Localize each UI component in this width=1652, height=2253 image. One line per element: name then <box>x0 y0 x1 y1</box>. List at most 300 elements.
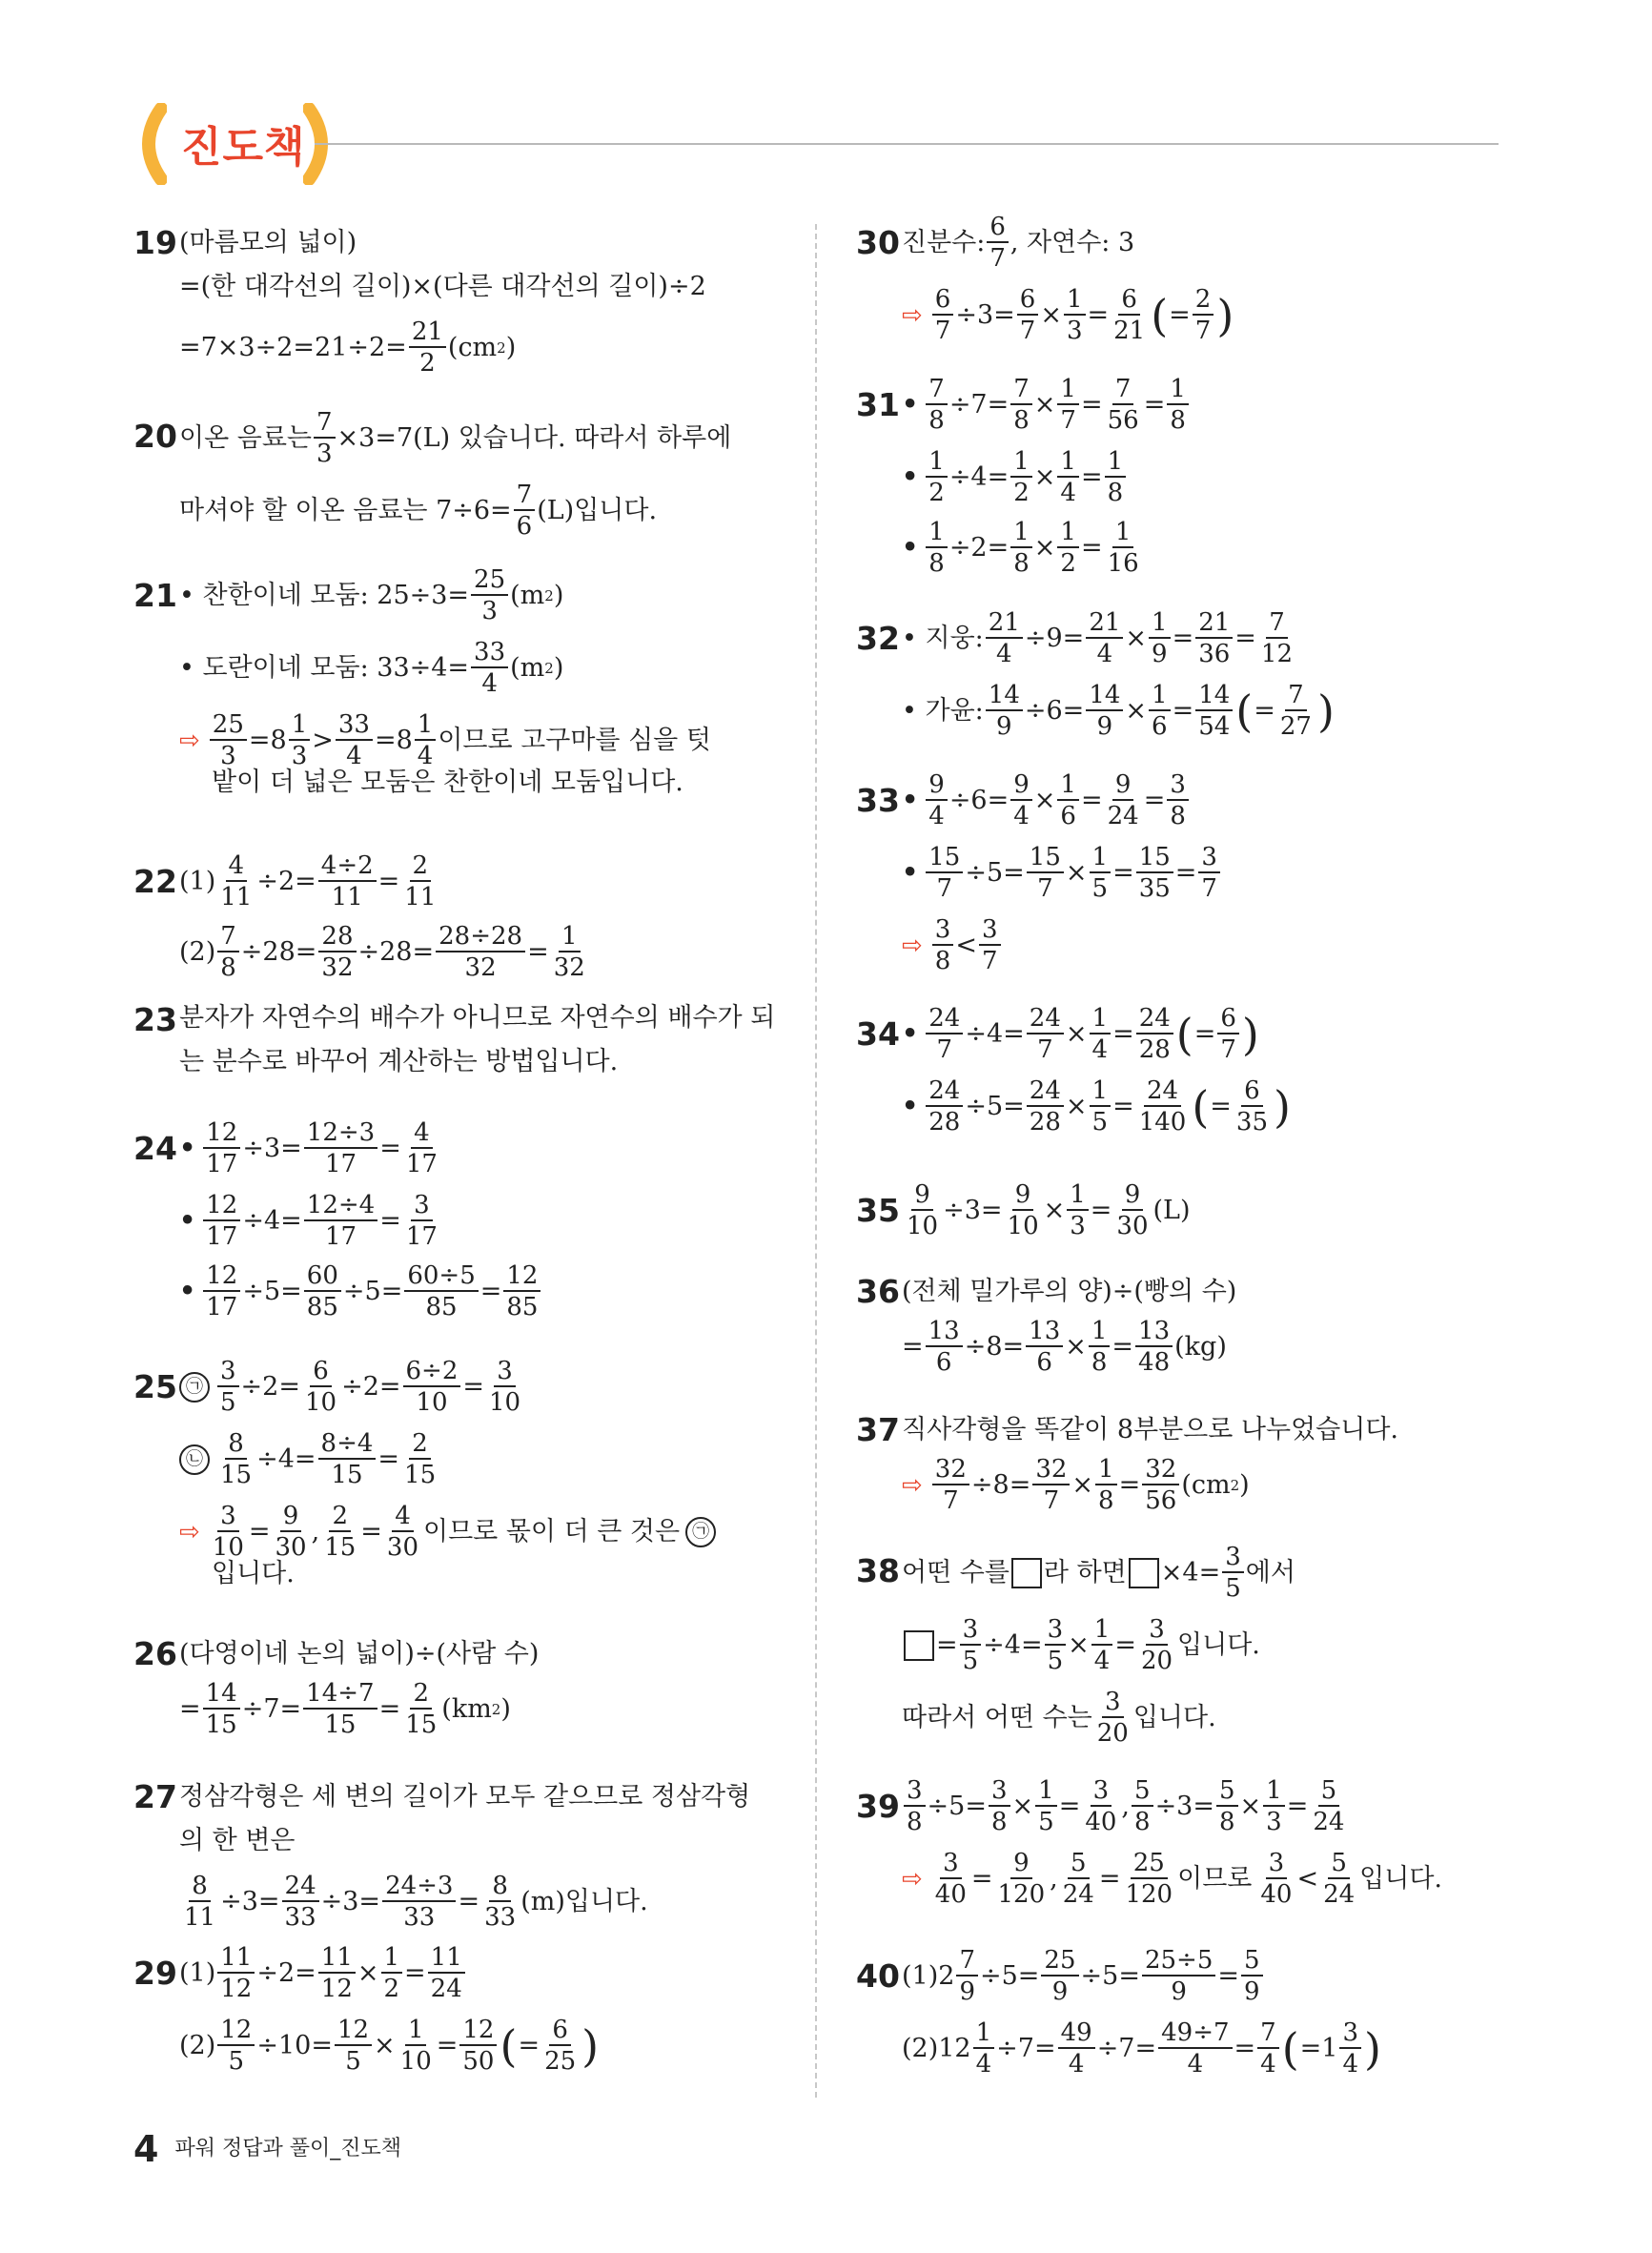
fraction: 6 7 <box>987 215 1009 271</box>
operator: , <box>1121 1791 1131 1821</box>
numerator: 9 <box>1122 1182 1144 1211</box>
numerator: 3 <box>989 1778 1010 1807</box>
page-number: 4 <box>133 2128 159 2170</box>
numerator: 3 <box>494 1359 516 1387</box>
fraction <box>1086 610 1123 666</box>
denominator: 120 <box>997 1880 1046 1909</box>
numerator: 13 <box>1135 1319 1173 1347</box>
numerator: 21 <box>1086 610 1123 639</box>
paren-close: ) <box>1241 1008 1259 1060</box>
numerator: 6 <box>549 2017 571 2046</box>
denominator: 20 <box>1140 1647 1173 1675</box>
denominator: 12 <box>220 1975 253 2003</box>
operator: = <box>1112 1331 1134 1362</box>
denominator: 25 <box>544 2047 577 2076</box>
operator: ÷3= <box>220 1886 280 1916</box>
numerator: 6 <box>1118 287 1140 316</box>
denominator: 28 <box>1138 1035 1171 1064</box>
superscript: 2 <box>491 1700 501 1718</box>
fraction <box>960 1617 982 1673</box>
problem-number: 24 <box>133 1130 177 1167</box>
fraction: 1 3 <box>289 712 311 768</box>
text: 따라서 어떤 수는 <box>902 1702 1092 1732</box>
numerator: 7 <box>1285 683 1307 711</box>
fraction <box>217 1945 255 2001</box>
operator: × <box>1033 461 1056 492</box>
arrow-icon: ⇨ <box>902 300 923 330</box>
numerator: 1 <box>926 449 948 478</box>
blank-box <box>1129 1558 1159 1588</box>
fraction <box>203 1263 240 1320</box>
fraction <box>321 1504 358 1560</box>
denominator: 10 <box>304 1388 337 1417</box>
label: (2) <box>179 936 216 967</box>
numerator: 9 <box>1012 1182 1034 1211</box>
denominator: 11 <box>184 1903 216 1932</box>
paren-close: ) <box>1316 685 1335 737</box>
fraction <box>304 1193 377 1249</box>
fraction <box>932 1457 969 1513</box>
denominator: 12 <box>1260 640 1294 668</box>
expr-26 <box>179 1681 511 1737</box>
denominator: 10 <box>489 1388 521 1417</box>
operator: × <box>1033 785 1056 815</box>
fraction <box>303 1681 377 1737</box>
numerator: 7 <box>926 377 948 405</box>
denominator: 30 <box>386 1533 419 1562</box>
denominator: 7 <box>1060 406 1076 435</box>
denominator: 8 <box>1013 406 1030 435</box>
numerator: 1 <box>1010 520 1032 548</box>
operator: = <box>248 1516 271 1546</box>
denominator: 5 <box>1047 1647 1064 1675</box>
numerator: 5 <box>1241 1948 1263 1976</box>
fraction <box>1058 2020 1095 2077</box>
fraction <box>1234 1078 1271 1135</box>
denominator: 10 <box>907 1212 939 1240</box>
text: 이므로 몫이 더 큰 것은 <box>423 1516 681 1546</box>
circled-label: ㉡ <box>179 1444 210 1475</box>
numerator: 12÷4 <box>304 1193 377 1221</box>
operator: = <box>458 1886 480 1916</box>
fraction <box>217 924 239 980</box>
expr-27 <box>179 1874 648 1930</box>
text: 라 하면 <box>1043 1557 1127 1587</box>
denominator: 4 <box>1091 1035 1109 1064</box>
denominator: 7 <box>981 947 998 975</box>
fraction <box>1060 1851 1097 1907</box>
fraction <box>1086 683 1123 739</box>
denominator: 17 <box>324 1150 357 1178</box>
denominator: 24 <box>1323 1880 1356 1909</box>
fraction <box>1149 610 1171 666</box>
denominator: 24 <box>1107 802 1139 830</box>
expr-31-1 <box>902 377 1191 433</box>
unit: (km <box>441 1693 492 1724</box>
text: (다영이네 논의 넓이)÷(사람 수) <box>179 1639 540 1669</box>
numerator: 1 <box>1067 1182 1089 1211</box>
fraction <box>1057 520 1079 576</box>
numerator: 1 <box>1090 1006 1112 1034</box>
denominator: 9 <box>959 1977 975 2006</box>
expr-34-1 <box>902 1006 1260 1062</box>
problem-number: 26 <box>133 1635 177 1672</box>
text: , 자연수: 3 <box>1010 227 1135 257</box>
arrow-icon: ⇨ <box>179 726 200 755</box>
numerator: 6 <box>1017 287 1039 316</box>
numerator: 24 <box>1144 1078 1181 1107</box>
denominator: 17 <box>206 1150 238 1178</box>
fraction <box>459 2017 497 2074</box>
numerator: 1 <box>926 520 948 548</box>
numerator: 3 <box>217 1359 239 1387</box>
denominator: 56 <box>1145 1486 1177 1515</box>
operator: ÷5= <box>965 1091 1025 1121</box>
expr-35 <box>902 1182 1191 1239</box>
label: • 가윤: <box>902 695 984 726</box>
problem-number: 39 <box>856 1788 900 1825</box>
denominator: 8 <box>1170 406 1186 435</box>
operator: = <box>1169 299 1191 330</box>
operator: = <box>518 2030 540 2060</box>
operator: = <box>1210 1091 1232 1121</box>
operator: = <box>1174 857 1197 888</box>
expr-36 <box>902 1319 1227 1375</box>
footer-text: 파워 정답과 풀이_진도책 <box>174 2137 401 2161</box>
fraction <box>1027 845 1064 901</box>
fraction <box>486 1359 523 1415</box>
denominator: 5 <box>1038 1808 1054 1836</box>
fraction <box>403 1359 461 1415</box>
denominator: 8 <box>220 953 236 982</box>
operator: , <box>1050 1863 1058 1894</box>
operator: =1 <box>1299 2033 1338 2063</box>
denominator: 4 <box>975 2050 992 2079</box>
fraction <box>926 1319 963 1375</box>
expr-22-2 <box>179 924 590 980</box>
fraction <box>1142 1948 1215 2004</box>
unit: (m <box>510 652 545 683</box>
problem-number: 25 <box>133 1368 177 1405</box>
operator: = <box>1286 1791 1309 1821</box>
denominator: 9 <box>1244 1977 1260 2006</box>
denominator: 8 <box>1170 802 1186 830</box>
fraction <box>932 1851 969 1907</box>
numerator: 15 <box>1136 845 1173 873</box>
fraction <box>926 1006 963 1062</box>
fraction <box>203 1120 240 1177</box>
fraction <box>1090 845 1112 901</box>
expr-29-2 <box>179 2017 600 2074</box>
operator: = <box>1172 695 1194 726</box>
denominator: 8 <box>928 406 945 435</box>
denominator: 3 <box>1070 1212 1086 1240</box>
operator: = <box>1254 695 1275 726</box>
numerator: 15 <box>1027 845 1064 873</box>
text: 의 한 변은 <box>179 1826 296 1855</box>
expr-34-2 <box>902 1078 1292 1135</box>
numerator: 25÷5 <box>1142 1948 1215 1976</box>
fraction <box>926 377 948 433</box>
fraction: $\frac{3}{5}$ <box>1222 1545 1244 1601</box>
operator: < <box>1296 1863 1319 1894</box>
numerator: 12 <box>503 1263 540 1292</box>
denominator: 30 <box>275 1533 307 1562</box>
fraction: $\frac{25}{3}$ <box>210 712 247 768</box>
text: (L)입니다. <box>537 495 658 525</box>
fraction <box>1017 287 1039 343</box>
denominator: 24 <box>1313 1808 1345 1836</box>
fraction <box>1010 520 1032 576</box>
fraction <box>1142 1457 1179 1513</box>
numerator: 3 <box>979 917 1001 946</box>
expr-33-2 <box>902 845 1222 901</box>
fraction <box>381 1945 403 2001</box>
fraction <box>282 1874 319 1930</box>
numerator: 6 <box>1241 1078 1263 1107</box>
numerator: 49 <box>1058 2020 1095 2049</box>
numerator: 3 <box>1146 1617 1168 1646</box>
problem-number: 22 <box>133 863 177 900</box>
fraction <box>304 1263 341 1320</box>
problem-number: 38 <box>856 1552 900 1589</box>
operator: = <box>1217 1960 1239 1991</box>
circled-label: ㉠ <box>685 1517 716 1547</box>
denominator: 2 <box>383 1975 400 2003</box>
fraction <box>210 1504 247 1560</box>
text: =7×3÷2=21÷2= <box>179 332 407 362</box>
denominator: 54 <box>1198 712 1231 741</box>
text: 입니다. <box>1177 1629 1260 1660</box>
numerator: 7 <box>1112 377 1134 405</box>
denominator: 8 <box>1091 1348 1108 1377</box>
numerator: 1 <box>1090 845 1112 873</box>
numerator: 24 <box>926 1078 963 1107</box>
operator: × <box>1065 1331 1087 1362</box>
bullet: • <box>179 1205 196 1236</box>
denominator: 40 <box>1085 1808 1117 1836</box>
superscript: 2 <box>544 586 554 604</box>
text: • 도란이네 모둠: 33÷4= <box>179 652 470 683</box>
denominator: 17 <box>206 1293 238 1321</box>
numerator: 8 <box>489 1874 511 1902</box>
denominator: 8 <box>1107 479 1124 507</box>
text: ) <box>500 1693 511 1724</box>
text: 이므로 고구마를 심을 텃 <box>438 725 711 755</box>
numerator: 15 <box>926 845 963 873</box>
fraction <box>1105 520 1142 576</box>
denominator: 6 <box>1152 712 1168 741</box>
denominator: 4 <box>928 802 945 830</box>
left-bracket-icon <box>129 103 167 185</box>
numerator: 3 <box>1045 1617 1067 1646</box>
fraction <box>1195 683 1233 739</box>
fraction <box>932 917 954 973</box>
operator: ÷10= <box>256 2030 333 2060</box>
numerator: 7 <box>217 924 239 952</box>
operator: = <box>936 1629 958 1660</box>
problem-number: 19 <box>133 224 177 261</box>
numerator: 9 <box>1010 1851 1032 1879</box>
numerator: 25 <box>1041 1948 1078 1976</box>
fraction <box>481 1874 519 1930</box>
text: 진분수: <box>902 227 986 257</box>
arrow-icon: ⇨ <box>902 931 923 960</box>
denominator: 8 <box>907 1808 923 1836</box>
numerator: 14 <box>203 1681 240 1710</box>
fraction <box>932 287 954 343</box>
numerator: 14 <box>1195 683 1233 711</box>
fraction <box>1105 772 1142 829</box>
denominator: 16 <box>1107 549 1139 578</box>
fraction <box>1032 1457 1070 1513</box>
operator: = <box>377 866 400 896</box>
fraction <box>1195 610 1233 666</box>
numerator: 11 <box>217 1945 255 1974</box>
denominator: 8 <box>1098 1486 1114 1515</box>
fraction <box>1064 287 1086 343</box>
label: (2) <box>179 2030 216 2060</box>
denominator: 28 <box>1029 1108 1061 1137</box>
denominator: 7 <box>1019 317 1036 345</box>
fraction <box>1082 1778 1119 1834</box>
denominator: 27 <box>1279 712 1312 741</box>
whole-number: 12 <box>938 2033 971 2063</box>
numerator: 1 <box>973 2020 995 2049</box>
denominator: 3 <box>1066 317 1083 345</box>
numerator: 1 <box>1091 1617 1113 1646</box>
expr-40-2 <box>902 2020 1382 2077</box>
fraction <box>217 1359 239 1415</box>
paren-close: ) <box>581 2019 600 2072</box>
denominator: 2 <box>1013 479 1030 507</box>
numerator: 32 <box>1142 1457 1179 1485</box>
operator: × <box>1068 1629 1090 1660</box>
denominator: 2 <box>928 479 945 507</box>
numerator: 9 <box>911 1182 933 1211</box>
numerator: 24 <box>926 1006 963 1034</box>
expr-25-3 <box>179 1504 722 1560</box>
operator: ÷3= <box>1154 1791 1214 1821</box>
numerator: 4 <box>392 1504 414 1532</box>
denominator: 40 <box>934 1880 967 1909</box>
text: • 찬한이네 모둠: 25÷3= <box>179 580 470 610</box>
denominator: 5 <box>345 2047 361 2076</box>
operator: × <box>1065 1018 1088 1049</box>
denominator: 4 <box>1013 802 1030 830</box>
operator: ÷4= <box>948 461 1010 492</box>
denominator: 5 <box>962 1647 979 1675</box>
text: 는 분수로 바꾸어 계산하는 방법입니다. <box>179 1047 619 1076</box>
operator: × <box>1065 1091 1088 1121</box>
numerator: 7 <box>1266 610 1288 639</box>
denominator: 4 <box>1096 640 1113 668</box>
problem-number: 31 <box>856 386 900 423</box>
operator: = <box>527 936 549 967</box>
unit: (cm <box>447 332 498 362</box>
fraction <box>403 1120 440 1177</box>
operator: = <box>379 1133 401 1163</box>
numerator: 6 <box>1217 1006 1239 1034</box>
numerator: 12 <box>217 2017 255 2046</box>
problem-number: 29 <box>133 1955 177 1992</box>
operator: = <box>970 1863 993 1894</box>
numerator: 8 <box>189 1874 211 1902</box>
denominator: 10 <box>212 1533 244 1562</box>
fraction <box>302 1359 339 1415</box>
numerator: 9 <box>926 772 948 801</box>
problem-number: 30 <box>856 224 900 261</box>
problem-number: 40 <box>856 1957 900 1995</box>
bullet: • <box>902 857 919 888</box>
operator: = <box>1172 623 1194 653</box>
operator: ÷2= <box>240 1371 300 1402</box>
operator: = <box>1080 461 1103 492</box>
operator: ÷3= <box>955 299 1015 330</box>
denominator: 7 <box>936 874 953 903</box>
fraction <box>1027 1006 1064 1062</box>
fraction <box>1277 683 1315 739</box>
denominator: 6 <box>1036 1348 1052 1377</box>
label: (1) <box>902 1960 939 1991</box>
denominator: 8 <box>990 1808 1008 1836</box>
paren-open: ( <box>1235 685 1254 737</box>
label: • 지웅: <box>902 623 984 653</box>
label: (1) <box>179 1957 216 1988</box>
numerator: 1 <box>1057 520 1079 548</box>
operator: = <box>479 1276 502 1306</box>
fraction <box>428 1945 465 2001</box>
unit: (cm <box>1181 1469 1231 1500</box>
operator: = <box>1090 1195 1112 1225</box>
operator: ÷3= <box>943 1195 1003 1225</box>
fraction <box>926 772 948 829</box>
fraction <box>986 683 1023 739</box>
arrow-icon: ⇨ <box>179 1517 200 1546</box>
fraction <box>181 1874 218 1930</box>
denominator: 40 <box>1260 1880 1293 1909</box>
denominator: 11 <box>331 883 363 911</box>
expr-22-1 <box>179 853 440 910</box>
numerator: 12 <box>203 1193 240 1221</box>
whole-number: 2 <box>938 1960 955 1991</box>
problem-number: 21 <box>133 577 177 614</box>
numerator: 2 <box>329 1504 351 1532</box>
expr-39-1 <box>902 1778 1349 1834</box>
operator: × <box>1125 695 1148 726</box>
numerator: 3 <box>1198 845 1220 873</box>
fraction <box>1258 610 1295 666</box>
denominator: 35 <box>1235 1108 1268 1137</box>
denominator: 56 <box>1107 406 1139 435</box>
fraction <box>217 853 255 910</box>
denominator: 7 <box>936 1035 953 1064</box>
text: (kg) <box>1174 1331 1227 1362</box>
fraction <box>403 1193 440 1249</box>
problem-number: 37 <box>856 1411 900 1448</box>
numerator: 1 <box>1105 449 1127 478</box>
expr-39-2 <box>902 1851 1442 1907</box>
denominator: 33 <box>403 1903 436 1932</box>
fraction <box>1026 1319 1063 1375</box>
denominator: 9 <box>996 712 1012 741</box>
numerator: 1 <box>1035 1778 1057 1807</box>
problem-number: 20 <box>133 418 177 455</box>
fraction <box>203 1193 240 1249</box>
operator: = <box>379 1205 401 1236</box>
fraction <box>1217 1006 1239 1062</box>
text: 입니다. <box>1132 1702 1216 1732</box>
